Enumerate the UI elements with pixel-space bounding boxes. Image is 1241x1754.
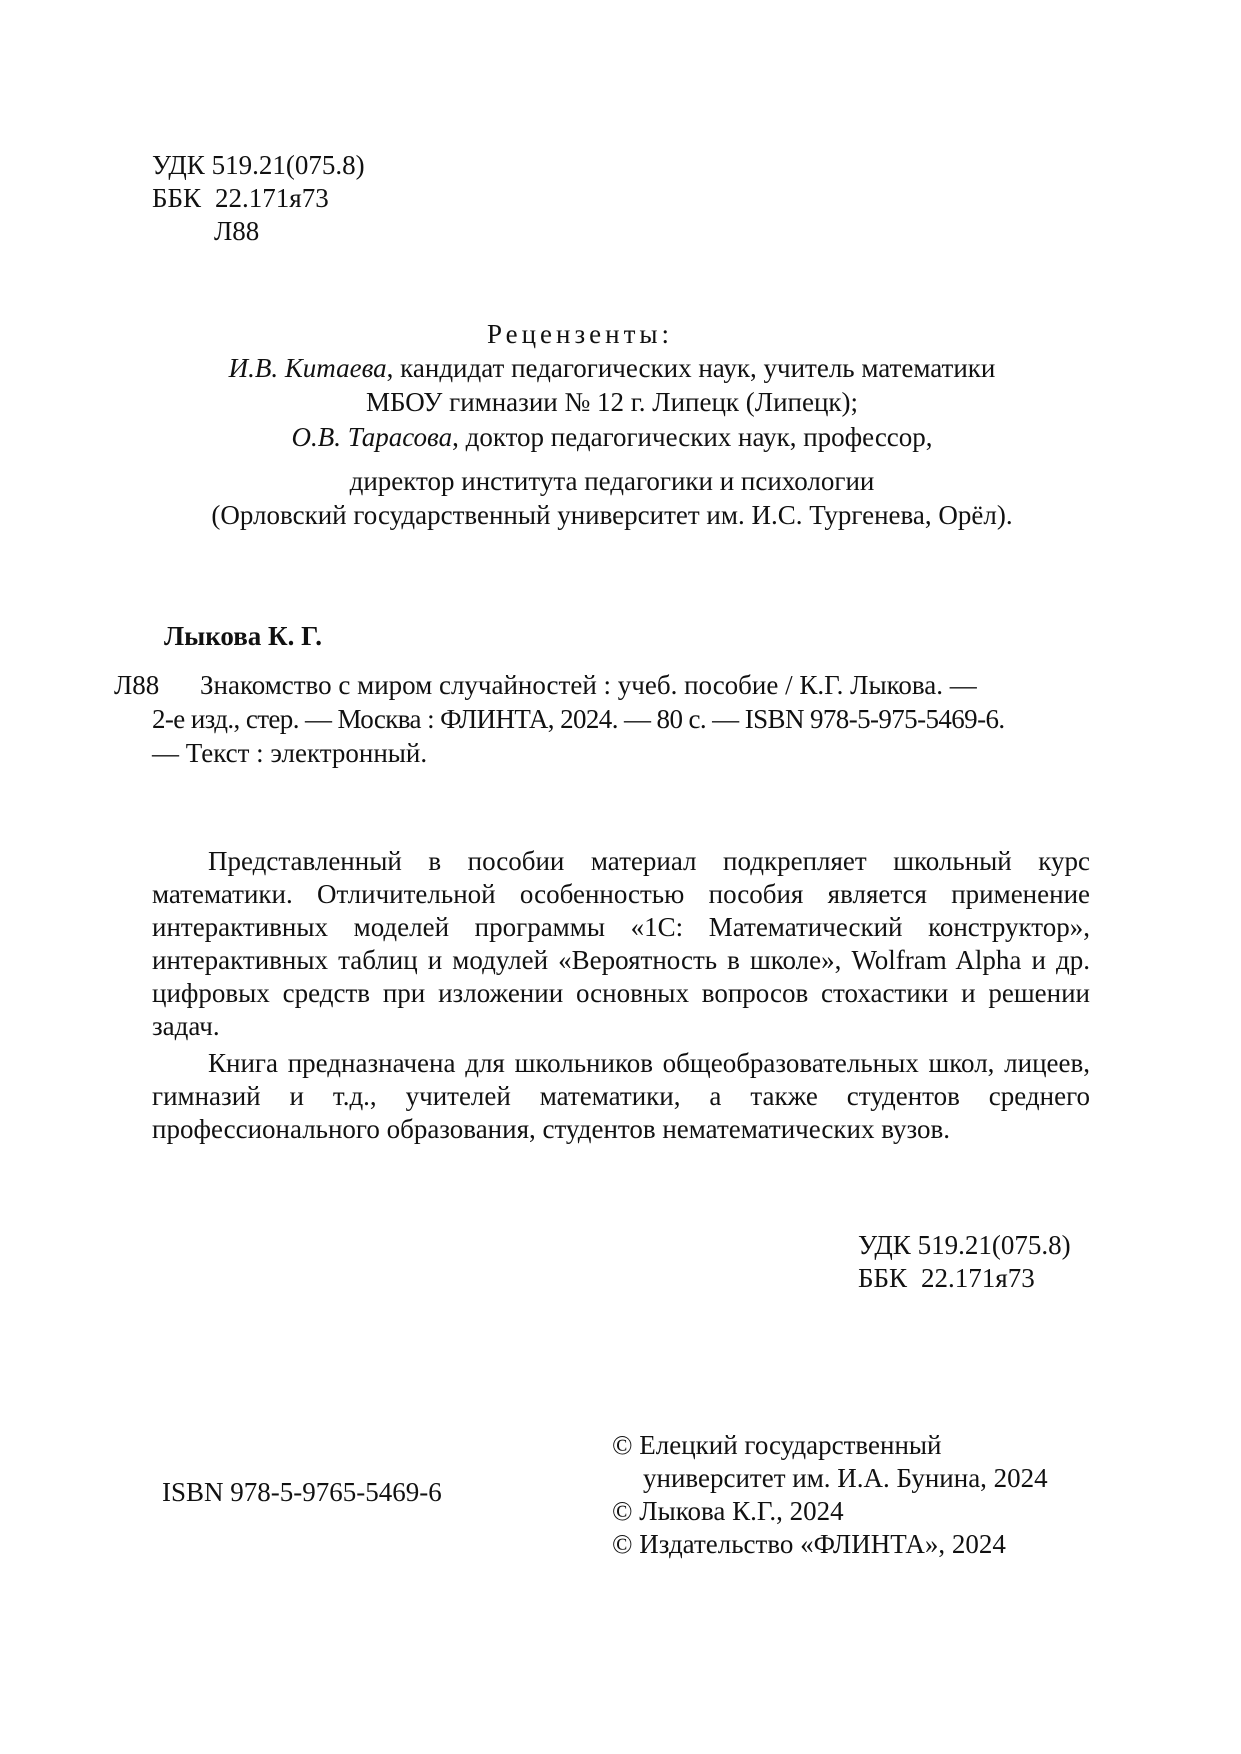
udk-label: УДК (858, 1230, 911, 1260)
abstract-paragraph: Представленный в пособии материал подкрепляет школьный курс математики. Отличительной особенностью пособия является применение интерактивных моделей программы «1С: Математический конструктор», интерактивных таблиц и модулей «Вероятность в школе», Wolfram Alpha и др. цифровых средств при изложении основных вопросов стохастики и решении задач. (152, 846, 1090, 1041)
copyright-line-continuation: университет им. И.А. Бунина, 2024 (643, 1463, 1048, 1493)
reviewer-line: О.В. Тарасова, доктор педагогических наук, профессор, (291, 422, 933, 452)
reviewer-line: (Орловский государственный университет им. И.С. Тургенева, Орёл). (211, 500, 1013, 530)
reviewer-name: И.В. Китаева (228, 353, 387, 383)
udk-value: 519.21(075.8) (917, 1230, 1071, 1260)
bbk-label: ББК (858, 1263, 908, 1293)
isbn-number: ISBN 978-5-9765-5469-6 (162, 1477, 442, 1507)
udk-value: 519.21(075.8) (211, 150, 365, 180)
bbk-classification-top (152, 182, 329, 215)
reviewer-line: директор института педагогики и психологии (349, 466, 875, 496)
reviewer-name: О.В. Тарасова (291, 422, 453, 452)
udk-classification-bottom (858, 1229, 1071, 1262)
author-heading: Лыкова К. Г. (164, 621, 323, 651)
copyright-line: © Издательство «ФЛИНТА», 2024 (612, 1529, 1006, 1559)
bbk-classification-bottom (858, 1262, 1035, 1295)
reviewer-line: И.В. Китаева, кандидат педагогических наук, учитель математики (228, 353, 996, 383)
udk-label: УДК (152, 150, 205, 180)
bbk-value: 22.171я73 (921, 1263, 1035, 1293)
author-code-top: Л88 (214, 216, 260, 246)
bibliographic-line-3: — Текст : электронный. (152, 738, 428, 768)
bbk-value: 22.171я73 (215, 183, 329, 213)
bibliographic-line-1: Знакомство с миром случайностей : учеб. пособие / К.Г. Лыкова. — (200, 670, 977, 700)
copyright-line: © Лыкова К.Г., 2024 (612, 1496, 844, 1526)
bibliographic-line-2: 2-е изд., стер. — Москва : ФЛИНТА, 2024. — 80 с. — ISBN 978-5-975-5469-6. (152, 704, 1005, 734)
reviewers-heading: Рецензенты: (486, 319, 674, 349)
author-code-bibliography: Л88 (114, 670, 160, 700)
copyright-line: © Елецкий государственный (612, 1430, 942, 1460)
reviewer-line: МБОУ гимназии № 12 г. Липецк (Липецк); (365, 387, 859, 417)
abstract-paragraph: Книга предназначена для школьников общеобразовательных школ, лицеев, гимназий и т.д., учителей математики, а также студентов среднего профессионального образования, студентов нематематических вузов. (152, 1048, 1090, 1144)
udk-classification-top (152, 149, 365, 182)
bbk-label: ББК (152, 183, 202, 213)
